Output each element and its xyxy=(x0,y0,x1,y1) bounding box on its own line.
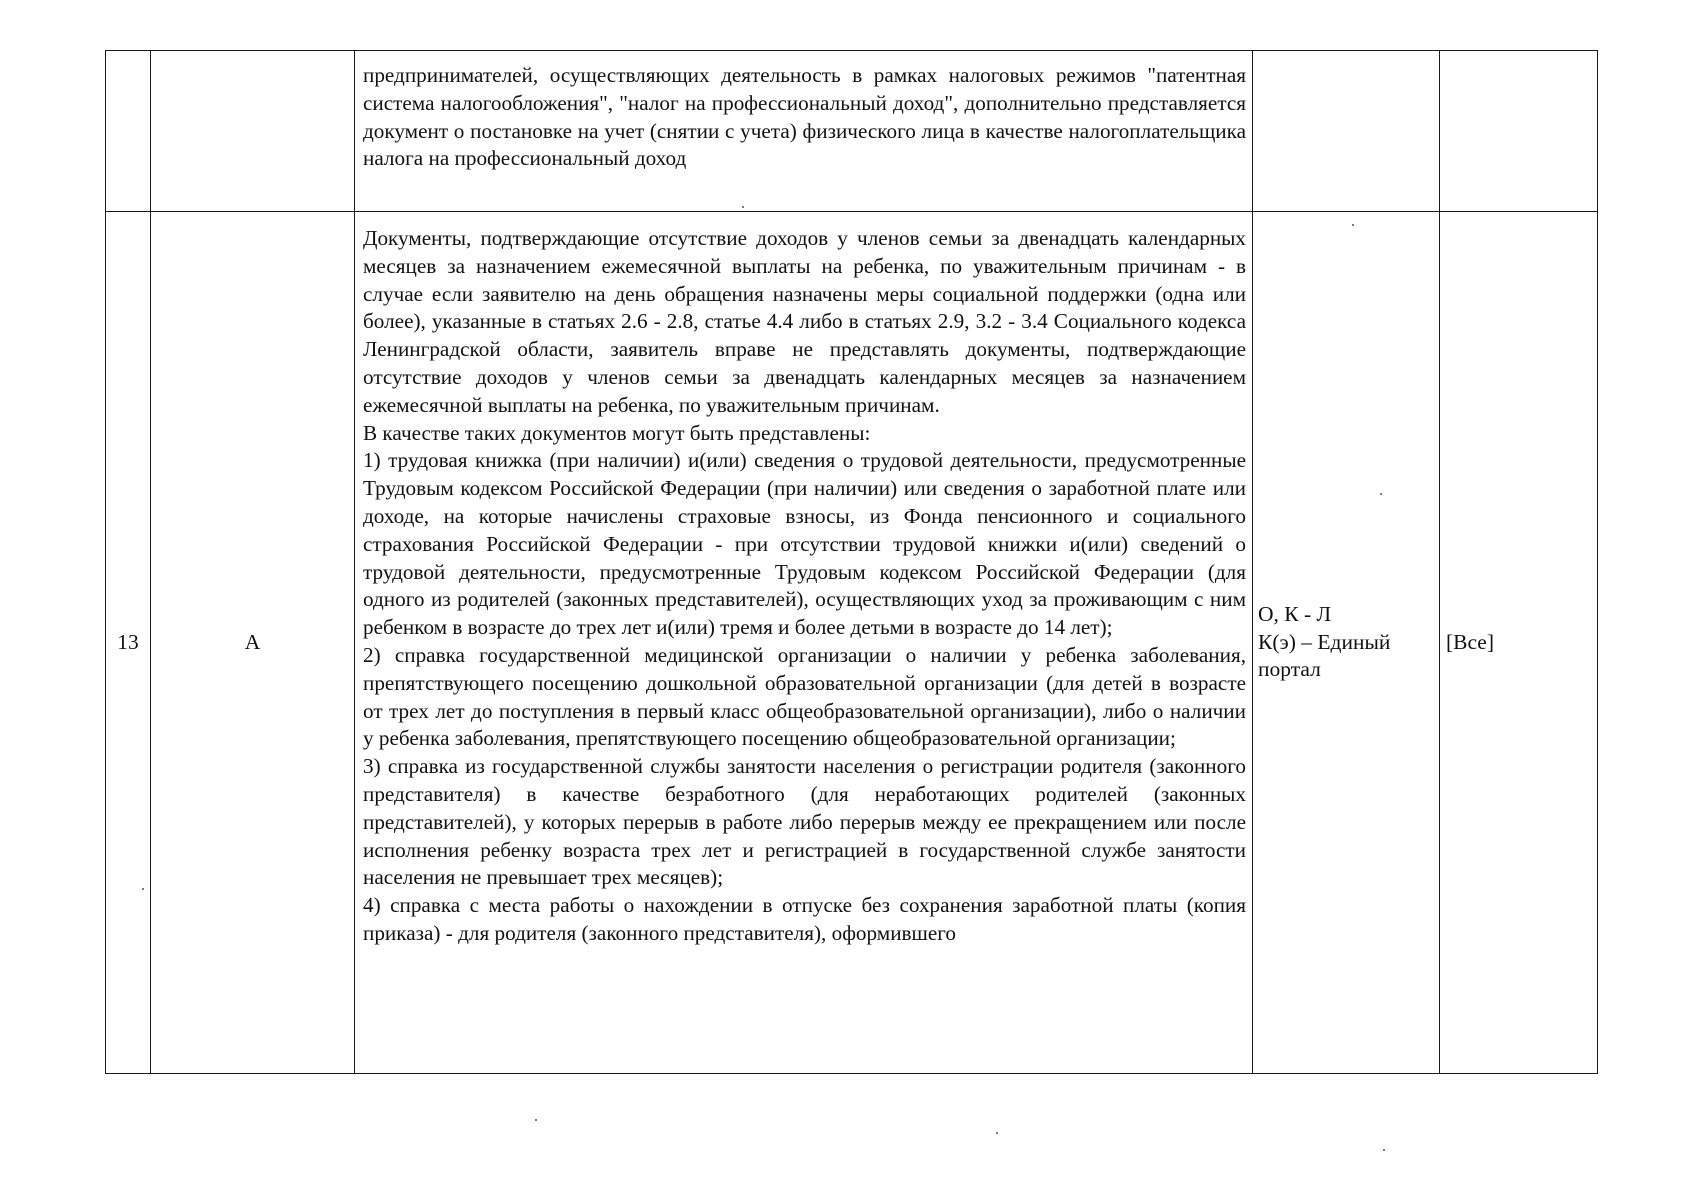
submission-mode-line: портал xyxy=(1258,657,1321,682)
row-number-cell: 13 xyxy=(106,212,151,1074)
paragraph: 1) трудовая книжка (при наличии) и(или) сведения о трудовой деятельности, предусмотренные Трудовым кодексом Российской Федерации (при наличии) или сведения о заработной плате или доходе, на которые начислены страховые взносы, из Фонда пенсионного и социального страхования Российской Федерации - при отсутствии трудовой книжки и(или) сведений о трудовой деятельности, предусмотренные Трудовым кодексом Российской Федерации (для одного из родителей (законных представителей), осуществляющих уход за проживающим с ним ребенком в возрасте до трех лет и(или) тремя и более детьми в возрасте до 14 лет); xyxy=(363,448,1246,640)
scan-speck xyxy=(742,206,744,208)
row-number-cell xyxy=(106,51,151,212)
scan-speck xyxy=(535,1119,537,1121)
table-row xyxy=(106,51,1598,212)
scan-speck xyxy=(142,888,144,890)
submission-mode-cell xyxy=(1253,212,1440,1074)
description-cell xyxy=(355,212,1253,1074)
scan-speck xyxy=(1383,1149,1385,1151)
scan-speck xyxy=(1352,224,1354,226)
submission-mode-cell xyxy=(1253,51,1440,212)
paragraph: В качестве таких документов могут быть представлены: xyxy=(363,420,871,445)
documents-table xyxy=(105,50,1598,1074)
paragraph: предпринимателей, осуществляющих деятельность в рамках налоговых режимов "патентная система налогообложения", "налог на профессиональный доход", дополнительно представляется документ о постановке на учет (снятии с учета) физического лица в качестве налогоплательщика налога на профессиональный доход xyxy=(363,63,1246,171)
row-code-cell: А xyxy=(151,212,355,1074)
submission-mode-line: О, К - Л xyxy=(1258,601,1332,626)
paragraph: Документы, подтверждающие отсутствие доходов у членов семьи за двенадцать календарных месяцев за назначением ежемесячной выплаты на ребенка, по уважительным причинам - в случае если заявителю на день обращения назначены меры социальной поддержки (одна или более), указанные в статьях 2.6 - 2.8, статье 4.4 либо в статьях 2.9, 3.2 - 3.4 Социального кодекса Ленинградской области, заявитель вправе не представлять документы, подтверждающие отсутствие доходов у членов семьи за двенадцать календарных месяцев за назначением ежемесячной выплаты на ребенка, по уважительным причинам. xyxy=(363,226,1246,417)
table-row xyxy=(106,212,1598,1074)
applicant-category-cell xyxy=(1440,51,1598,212)
paragraph: 3) справка из государственной службы занятости населения о регистрации родителя (законного представителя) в качестве безработного (для неработающих родителей (законных представителей), у которых перерыв в работе либо перерыв между ее прекращением или после исполнения ребенку возраста трех лет и регистрацией в государственной службе занятости населения не превышает трех месяцев); xyxy=(363,754,1246,890)
paragraph: 4) справка с места работы о нахождении в отпуске без сохранения заработной платы (копия приказа) - для родителя (законного представителя), оформившего xyxy=(363,893,1246,945)
description-cell xyxy=(355,51,1253,212)
paragraph: 2) справка государственной медицинской организации о наличии у ребенка заболевания, препятствующего посещению дошкольной образовательной организации (для детей в возрасте от трех лет до поступления в первый класс общеобразовательной организации), либо о наличии у ребенка заболевания, препятствующего посещению общеобразовательной организации; xyxy=(363,642,1246,751)
applicant-category-cell: [Все] xyxy=(1440,212,1598,1074)
scan-speck xyxy=(1380,493,1382,495)
document-page xyxy=(105,50,1598,1074)
scan-speck xyxy=(996,1132,998,1134)
row-code-cell xyxy=(151,51,355,212)
submission-mode-line: К(э) – Единый xyxy=(1258,629,1391,654)
